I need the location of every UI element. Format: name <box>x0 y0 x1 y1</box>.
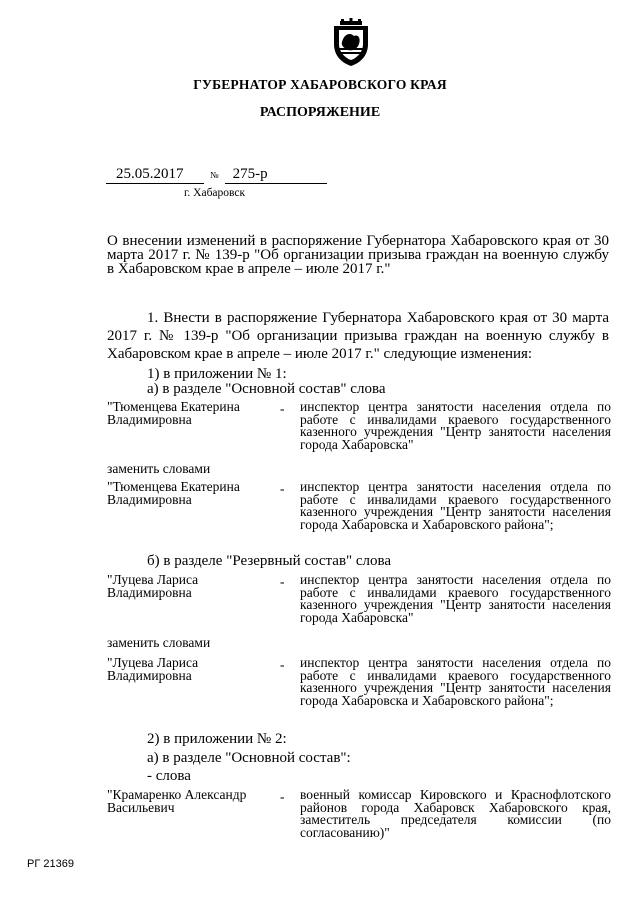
paragraph-1: 1. Внести в распоряжение Губернатора Хабаровского края от 30 марта 2017 г. № 139-р "Об организации призыва граждан на военную службу в Хабаровском крае в апреле – июле 2017 г." следующие изменения: <box>107 310 609 362</box>
entry-5-dash: - <box>280 789 285 804</box>
date-number-line <box>106 166 327 184</box>
entry-4-name: "Луцева Лариса Владимировна <box>107 655 199 683</box>
item-2a: а) в разделе "Основной состав": <box>147 750 351 766</box>
item-2: 2) в приложении № 2: <box>147 731 287 747</box>
coat-of-arms-icon <box>326 18 376 68</box>
entry-2-description: инспектор центра занятости населения отдела по работе с инвалидами краевого государственного казенного учреждения "Центр занятости населения города Хабаровска и Хабаровского района"; <box>300 479 611 532</box>
item-1: 1) в приложении № 1: <box>147 366 287 382</box>
entry-5-name: "Крамаренко Александр Васильевич <box>107 787 247 815</box>
entry-2-name: "Тюменцева Екатерина Владимировна <box>107 479 240 507</box>
document-number: 275-р <box>225 166 327 184</box>
governor-title: ГУБЕРНАТОР ХАБАРОВСКОГО КРАЯ <box>193 77 447 92</box>
entry-1-name: "Тюменцева Екатерина Владимировна <box>107 399 240 427</box>
entry-3-dash: - <box>280 574 285 589</box>
entry-5-description: военный комиссар Кировского и Краснофлотского районов города Хабаровск Хабаровского края, заместитель председателя комиссии (по согласованию)" <box>300 787 611 840</box>
item-2a-sub: - слова <box>147 768 191 784</box>
replace-phrase-1: заменить словами <box>107 461 211 476</box>
entry-3-name: "Луцева Лариса Владимировна <box>107 572 199 600</box>
footer-code: РГ 21369 <box>27 858 74 870</box>
entry-1-dash: - <box>280 401 285 416</box>
document-date: 25.05.2017 <box>106 166 204 184</box>
item-1b: б) в разделе "Резервный состав" слова <box>147 553 392 569</box>
item-1a: а) в разделе "Основной состав" слова <box>147 381 386 397</box>
document-subject: О внесении изменений в распоряжение Губернатора Хабаровского края от 30 марта 2017 г. № 139-р "Об организации призыва граждан на военную службу в Хабаровском крае в апреле – июле 2017 г." <box>107 233 609 277</box>
document-type: РАСПОРЯЖЕНИЕ <box>259 105 381 120</box>
entry-3-description: инспектор центра занятости населения отдела по работе с инвалидами краевого государственного казенного учреждения "Центр занятости населения города Хабаровска" <box>300 572 611 625</box>
city: г. Хабаровск <box>184 187 246 199</box>
number-sign: № <box>210 170 219 180</box>
entry-4-description: инспектор центра занятости населения отдела по работе с инвалидами краевого государственного казенного учреждения "Центр занятости населения города Хабаровска и Хабаровского района"; <box>300 655 611 708</box>
entry-2-dash: - <box>280 481 285 496</box>
entry-1-description: инспектор центра занятости населения отдела по работе с инвалидами краевого государственного казенного учреждения "Центр занятости населения города Хабаровска" <box>300 399 611 452</box>
entry-4-dash: - <box>280 657 285 672</box>
replace-phrase-2: заменить словами <box>107 635 211 650</box>
